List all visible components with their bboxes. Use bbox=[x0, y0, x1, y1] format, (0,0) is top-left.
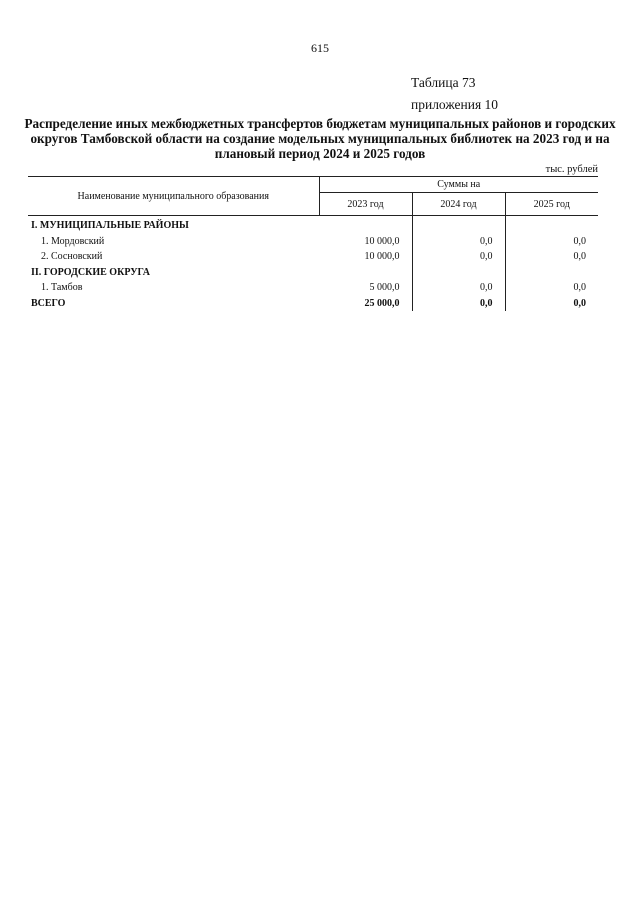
row-name: 2. Сосновский bbox=[41, 251, 103, 262]
table-row bbox=[28, 234, 598, 250]
cell-2025: 0,0 bbox=[573, 251, 587, 262]
cell-2024 bbox=[412, 265, 505, 281]
cell-2025 bbox=[505, 216, 598, 234]
column-header-name: Наименование муниципального образования bbox=[28, 177, 319, 216]
table-number-label: Таблица 73 bbox=[411, 75, 476, 90]
row-name: 1. Мордовский bbox=[41, 235, 105, 247]
cell-2024 bbox=[412, 216, 505, 234]
appendix-label: приложения 10 bbox=[411, 97, 499, 112]
cell-2023 bbox=[319, 265, 412, 281]
cell-2023: 10 000,0 bbox=[319, 234, 412, 250]
cell-2023: 10 000,0 bbox=[319, 249, 412, 265]
column-header-2024: 2024 год bbox=[412, 193, 505, 216]
table-row-group bbox=[28, 216, 598, 234]
table-row-total bbox=[28, 296, 598, 312]
document-title: Распределение иных межбюджетных трансфертов бюджетам муниципальных районов и городских округов Тамбовской области на создание модельных муниципальных библиотек на 2023 год и на плановый период 2024 и 2025 годов bbox=[24, 116, 616, 161]
cell-2025: 0,0 bbox=[573, 297, 587, 309]
table-row-group bbox=[28, 265, 598, 281]
cell-2024: 0,0 bbox=[412, 296, 505, 312]
row-name: II. ГОРОДСКИЕ ОКРУГА bbox=[31, 266, 151, 278]
column-header-2023: 2023 год bbox=[319, 193, 412, 216]
table-row bbox=[28, 249, 598, 265]
page-number: 615 bbox=[311, 41, 329, 55]
cell-2024: 0,0 bbox=[412, 280, 505, 296]
allocation-table-container bbox=[28, 176, 598, 311]
units-label: тыс. рублей bbox=[545, 164, 598, 175]
row-name: I. МУНИЦИПАЛЬНЫЕ РАЙОНЫ bbox=[31, 220, 189, 231]
cell-2024: 0,0 bbox=[412, 249, 505, 265]
cell-2025 bbox=[505, 265, 598, 281]
column-header-sums: Суммы на bbox=[319, 177, 598, 193]
row-name: 1. Тамбов bbox=[41, 282, 83, 293]
cell-2024: 0,0 bbox=[412, 234, 505, 250]
cell-2025: 0,0 bbox=[573, 235, 587, 247]
cell-2025: 0,0 bbox=[573, 282, 587, 293]
cell-2023 bbox=[319, 216, 412, 234]
table-header-row bbox=[28, 177, 598, 193]
table-row bbox=[28, 280, 598, 296]
allocation-table bbox=[28, 176, 598, 311]
cell-2023: 5 000,0 bbox=[319, 280, 412, 296]
cell-2023: 25 000,0 bbox=[319, 296, 412, 312]
row-name: ВСЕГО bbox=[31, 297, 66, 309]
column-header-2025: 2025 год bbox=[505, 193, 598, 216]
